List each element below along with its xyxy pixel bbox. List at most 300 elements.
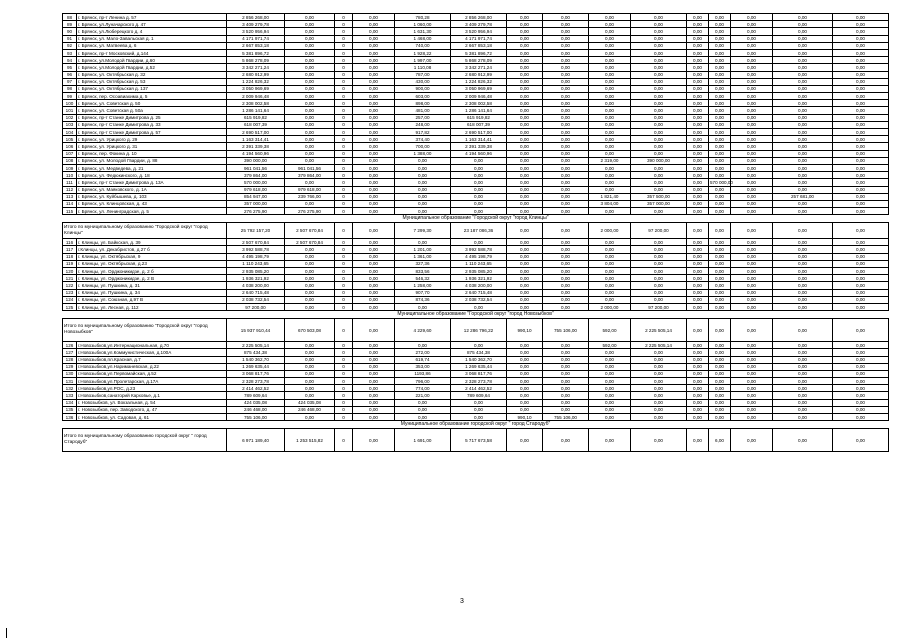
row-number: 103 [63,121,77,128]
total-value: 12 286 796,22 [451,319,507,342]
value-cell: 0,00 [285,100,335,107]
value-cell: 0,00 [543,172,589,179]
value-cell: 0,00 [709,253,731,260]
value-cell: 0,00 [543,42,589,49]
value-cell: 0,00 [543,129,589,136]
value-cell: 0,00 [773,303,833,310]
total-label: Итого по муниципальному образованию городской округ " город Стародуб" [63,429,227,452]
value-cell: 0,00 [709,150,731,157]
value-cell: 0,00 [631,42,687,49]
value-cell: 0,00 [285,289,335,296]
value-cell: 0,00 [631,392,687,399]
row-number: 117 [63,246,77,253]
value-cell: 0,00 [709,282,731,289]
value-cell: 0,00 [731,100,773,107]
row-number: 127 [63,349,77,356]
row-number: 93 [63,49,77,56]
value-cell: 0,00 [731,114,773,121]
value-cell: 0,00 [507,121,543,128]
value-cell: 2 038 732,54 [227,296,285,303]
value-cell: 2 319,00 [589,157,631,164]
value-cell: 0,00 [589,282,631,289]
address-cell: г. Клинцы, ул. Союзная, д.97 В [77,296,227,303]
row-number: 102 [63,114,77,121]
total-value: 0,00 [507,429,543,452]
value-cell: 0,00 [687,253,709,260]
value-cell: 0,00 [833,42,889,49]
value-cell: 0,00 [833,172,889,179]
value-cell: 357 500,00 [631,193,687,200]
row-number: 115 [63,208,77,215]
table-row [63,282,889,289]
value-cell: 0,00 [589,49,631,56]
value-cell: 0,00 [731,385,773,392]
value-cell: 0,00 [833,21,889,28]
total-value: 0,00 [709,223,731,239]
value-cell: 0,00 [687,49,709,56]
value-cell: 0,00 [631,28,687,35]
value-cell: 0,00 [833,208,889,215]
value-cell: 0,00 [353,289,395,296]
value-cell: 0,00 [353,136,395,143]
value-cell: 0,00 [687,179,709,186]
value-cell: 0,00 [631,172,687,179]
row-number: 130 [63,370,77,377]
value-cell: 0,00 [507,78,543,85]
value-cell: 0,00 [507,363,543,370]
value-cell: 0,00 [543,21,589,28]
value-cell: 0,00 [395,179,451,186]
row-number: 118 [63,253,77,260]
value-cell: 0 [335,42,353,49]
value-cell: 0,00 [731,253,773,260]
value-cell: 0,00 [589,268,631,275]
total-value: 0,00 [687,429,709,452]
value-cell: 0,00 [285,114,335,121]
table-row [63,78,889,85]
value-cell: 900,00 [395,85,451,92]
value-cell: 0,00 [773,275,833,282]
value-cell: 0,00 [353,143,395,150]
value-cell: 874,36 [395,296,451,303]
value-cell: 0,00 [589,385,631,392]
value-cell: 0,00 [353,100,395,107]
total-value: 97 200,00 [631,223,687,239]
value-cell: 0,00 [543,186,589,193]
value-cell: 0,00 [631,114,687,121]
row-number: 124 [63,296,77,303]
value-cell: 390 000,00 [631,157,687,164]
value-cell: 774,00 [395,385,451,392]
value-cell: 0,00 [631,179,687,186]
value-cell: 0,00 [833,143,889,150]
value-cell: 0,00 [507,85,543,92]
table-row [63,370,889,377]
value-cell: 0,00 [507,143,543,150]
address-cell: г. Клинцы, ул. Пушкина, д. 31 [77,282,227,289]
value-cell: 0,00 [543,370,589,377]
value-cell: 0,00 [773,179,833,186]
address-cell: г. Брянск, ул. Матвеева д. 6 [77,42,227,49]
value-cell: 0,00 [687,268,709,275]
value-cell: 0 [335,129,353,136]
value-cell: 0,00 [507,136,543,143]
value-cell: 0,00 [731,28,773,35]
value-cell: 0,00 [773,85,833,92]
row-number: 135 [63,406,77,413]
value-cell: 0,00 [773,246,833,253]
section-header-row [63,421,889,429]
address-cell: г. Брянск, ул. Советская д. 50 [77,100,227,107]
value-cell: 0,00 [395,342,451,349]
value-cell: 1 936 321,92 [227,275,285,282]
value-cell: 357 000,00 [631,200,687,207]
value-cell: 0,00 [731,107,773,114]
row-number: 90 [63,28,77,35]
value-cell: 357 000,00 [227,200,285,207]
value-cell: 1193,86 [395,370,451,377]
value-cell: 0,00 [773,356,833,363]
value-cell: 0,00 [631,107,687,114]
value-cell: 0,00 [687,107,709,114]
address-cell: г. Брянск, ул. Октябрьская д. 137 [77,85,227,92]
address-cell: г. Брянск, ул. Урицкого д. 31 [77,143,227,150]
address-cell: г. Брянск, ул.Люберецкого д. 4 [77,28,227,35]
address-cell: г.Новозыбков,пл.Красная, д.7 [77,356,227,363]
value-cell: 1 821,40 [589,193,631,200]
value-cell: 0,00 [631,246,687,253]
value-cell: 0,00 [353,200,395,207]
total-value: 6 971 189,40 [227,429,285,452]
section-title: Муниципальное образование городской округ " город Стародуб" [63,421,889,429]
row-number: 99 [63,93,77,100]
total-value: 0 [335,223,353,239]
value-cell: 907,70 [395,289,451,296]
value-cell: 618 007,39 [227,121,285,128]
value-cell: 0,00 [507,100,543,107]
value-cell: 0,00 [395,172,451,179]
value-cell: 0,00 [589,186,631,193]
value-cell: 0,00 [353,260,395,267]
value-cell: 0,00 [353,85,395,92]
value-cell: 0,00 [353,42,395,49]
value-cell: 0,00 [543,268,589,275]
value-cell: 0,00 [731,363,773,370]
value-cell: 0,00 [773,370,833,377]
value-cell: 0,00 [353,282,395,289]
value-cell: 0,00 [833,14,889,21]
total-value: 670 503,08 [285,319,335,342]
value-cell: 0,00 [589,172,631,179]
value-cell: 0,00 [353,164,395,171]
value-cell: 0,00 [687,93,709,100]
address-cell: г. Брянск, ул.Молодой Гвардии, д.60 [77,57,227,64]
value-cell: 0,00 [731,239,773,246]
value-cell: 0,00 [395,303,451,310]
table-row [63,136,889,143]
table-row [63,275,889,282]
value-cell: 0,00 [731,246,773,253]
row-number: 92 [63,42,77,49]
value-cell: 0,00 [709,260,731,267]
value-cell: 0,00 [773,385,833,392]
value-cell: 0,00 [631,253,687,260]
value-cell: 0,00 [395,186,451,193]
value-cell: 0,00 [709,275,731,282]
value-cell: 0,00 [709,21,731,28]
value-cell: 0 [335,385,353,392]
total-value: 0,00 [543,223,589,239]
value-cell: 0,00 [833,121,889,128]
value-cell: 0,00 [353,57,395,64]
value-cell: 0,00 [687,414,709,421]
value-cell: 0,00 [589,246,631,253]
value-cell: 0,00 [773,143,833,150]
total-value: 0,00 [773,429,833,452]
value-cell: 0 [335,356,353,363]
value-cell: 0,00 [285,303,335,310]
value-cell: 0,00 [709,406,731,413]
value-cell: 0,00 [353,253,395,260]
value-cell: 1 540 362,70 [227,356,285,363]
value-cell: 0,00 [353,179,395,186]
value-cell: 0,00 [285,363,335,370]
value-cell: 1 468,00 [395,35,451,42]
value-cell: 0,00 [507,392,543,399]
value-cell: 0,00 [543,114,589,121]
value-cell: 0,00 [731,49,773,56]
value-cell: 0,00 [543,378,589,385]
value-cell: 327,36 [395,260,451,267]
value-cell: 0,00 [285,143,335,150]
value-cell: 4 495 198,79 [451,253,507,260]
value-cell: 0,00 [687,289,709,296]
value-cell: 0,00 [451,193,507,200]
total-value: 1 253 515,82 [285,429,335,452]
value-cell: 2 680 912,99 [451,71,507,78]
value-cell: 0,00 [353,35,395,42]
value-cell: 0,00 [687,157,709,164]
value-cell: 0,00 [353,129,395,136]
value-cell: 2 935 085,20 [451,268,507,275]
value-cell: 0,00 [589,35,631,42]
value-cell: 0,00 [833,186,889,193]
table-row [63,114,889,121]
row-number: 101 [63,107,77,114]
value-cell: 0,00 [773,363,833,370]
total-value: 0,00 [353,223,395,239]
address-cell: г. Новозыбков, ул. Садовая, д. 61 [77,414,227,421]
table-row [63,289,889,296]
value-cell: 0,00 [709,186,731,193]
row-number: 100 [63,100,77,107]
total-label: Итого по муниципальному образованию "Городской округ "город Клинцы" [63,223,227,239]
value-cell: 1 286 141,64 [451,107,507,114]
value-cell: 0,00 [589,85,631,92]
value-cell: 0,00 [687,349,709,356]
value-cell: 0,00 [631,121,687,128]
value-cell: 0 [335,246,353,253]
value-cell: 546,32 [395,275,451,282]
value-cell: 0,00 [833,406,889,413]
value-cell: 0,00 [687,35,709,42]
value-cell: 0,00 [709,378,731,385]
value-cell: 0,00 [353,399,395,406]
value-cell: 0,00 [285,253,335,260]
value-cell: 0,00 [451,399,507,406]
value-cell: 0,00 [709,28,731,35]
value-cell: 0,00 [833,136,889,143]
row-number: 113 [63,193,77,200]
value-cell: 0,00 [353,150,395,157]
value-cell: 0,00 [285,378,335,385]
value-cell: 0,00 [285,129,335,136]
value-cell: 2 667 853,18 [227,42,285,49]
data-table [62,13,889,452]
value-cell: 0,00 [833,200,889,207]
value-cell: 0,00 [507,246,543,253]
value-cell: 0,00 [833,71,889,78]
value-cell: 2 640 715,48 [227,289,285,296]
value-cell: 2 009 946,48 [227,93,285,100]
value-cell: 2 667 853,18 [451,42,507,49]
value-cell: 0,00 [709,356,731,363]
value-cell: 0,00 [773,342,833,349]
address-cell: г. Брянск, ул. Маяковского, д. 1А [77,186,227,193]
total-value: 0,00 [353,319,395,342]
value-cell: 257,00 [395,114,451,121]
report-sheet [62,13,888,452]
value-cell: 0,00 [507,107,543,114]
value-cell: 0,00 [285,93,335,100]
value-cell: 0 [335,172,353,179]
address-cell: г. Брянск, ул. Куйбышева, д. 103 [77,193,227,200]
value-cell: 0,00 [709,172,731,179]
value-cell: 0,00 [833,157,889,164]
value-cell: 0,00 [773,289,833,296]
address-cell: г. Брянск, ул. Медведева, д. 21 [77,164,227,171]
value-cell: 0,00 [731,14,773,21]
value-cell: 0,00 [773,14,833,21]
value-cell: 0 [335,49,353,56]
value-cell: 898,00 [395,100,451,107]
address-cell: г. Брянск, пер. Осоавиахима д. 5 [77,93,227,100]
value-cell: 2 009 946,48 [451,93,507,100]
value-cell: 2 000,00 [589,303,631,310]
value-cell: 0,00 [833,370,889,377]
value-cell: 0,00 [631,100,687,107]
value-cell: 0 [335,21,353,28]
value-cell: 0,00 [833,303,889,310]
value-cell: 0,00 [543,253,589,260]
value-cell: 0,00 [589,356,631,363]
value-cell: 0,00 [731,370,773,377]
value-cell: 0,00 [709,303,731,310]
value-cell: 246 468,00 [227,406,285,413]
total-value: 0,00 [353,429,395,452]
value-cell: 3 992 588,78 [227,246,285,253]
value-cell: 0 [335,157,353,164]
value-cell: 0,00 [731,399,773,406]
value-cell: 0 [335,193,353,200]
value-cell: 0,00 [589,164,631,171]
value-cell: 0 [335,28,353,35]
value-cell: 0,00 [285,49,335,56]
value-cell: 0,00 [709,57,731,64]
value-cell: 0,00 [709,385,731,392]
value-cell: 603,00 [395,93,451,100]
value-cell: 0,00 [589,208,631,215]
value-cell: 2 414 462,52 [227,385,285,392]
value-cell: 0 [335,349,353,356]
total-value: 25 792 157,20 [227,223,285,239]
value-cell: 0,00 [773,260,833,267]
value-cell: 0,00 [731,71,773,78]
value-cell: 0,00 [285,35,335,42]
address-cell: г. Брянск, пр-т Станке Димитрова д. 57 [77,129,227,136]
value-cell: 0,00 [687,85,709,92]
value-cell: 2 680 912,99 [227,71,285,78]
value-cell: 0,00 [731,414,773,421]
value-cell: 0,00 [773,49,833,56]
value-cell: 0 [335,282,353,289]
total-value: 592,00 [589,319,631,342]
value-cell: 0,00 [631,260,687,267]
table-row [63,164,889,171]
value-cell: 0,00 [507,57,543,64]
value-cell: 353,00 [395,363,451,370]
value-cell: 0 [335,200,353,207]
total-value: 0,00 [687,319,709,342]
row-number: 120 [63,268,77,275]
value-cell: 0,00 [285,107,335,114]
row-number: 94 [63,57,77,64]
value-cell: 0,00 [687,78,709,85]
value-cell: 3 050 969,69 [451,85,507,92]
value-cell: 1 540 362,70 [451,356,507,363]
address-cell: г. Брянск, пр-т Ленина д. 57 [77,14,227,21]
value-cell: 700,00 [395,143,451,150]
value-cell: 0,00 [507,35,543,42]
table-row [63,193,889,200]
row-number: 129 [63,363,77,370]
total-value: 6,00 [709,429,731,452]
value-cell: 0,00 [543,35,589,42]
value-cell: 0,00 [353,268,395,275]
value-cell: 0,00 [731,406,773,413]
value-cell: 0,00 [687,385,709,392]
value-cell: 0,00 [773,239,833,246]
value-cell: 0,00 [687,296,709,303]
total-value: 0,00 [833,319,889,342]
value-cell: 0,00 [507,356,543,363]
value-cell: 0,00 [507,268,543,275]
row-number: 108 [63,157,77,164]
value-cell: 0,00 [709,114,731,121]
value-cell: 0,00 [709,49,731,56]
table-row [63,107,889,114]
value-cell: 0,00 [507,370,543,377]
value-cell: 0 [335,179,353,186]
address-cell: г. Брянск, пер. Фокина д. 10 [77,150,227,157]
value-cell: 97 200,00 [631,303,687,310]
value-cell: 0,00 [687,239,709,246]
total-value: 990,10 [507,319,543,342]
value-cell: 1 060,00 [395,21,451,28]
value-cell: 4 171 971,74 [227,35,285,42]
value-cell: 0,00 [773,392,833,399]
value-cell: 0,00 [709,143,731,150]
